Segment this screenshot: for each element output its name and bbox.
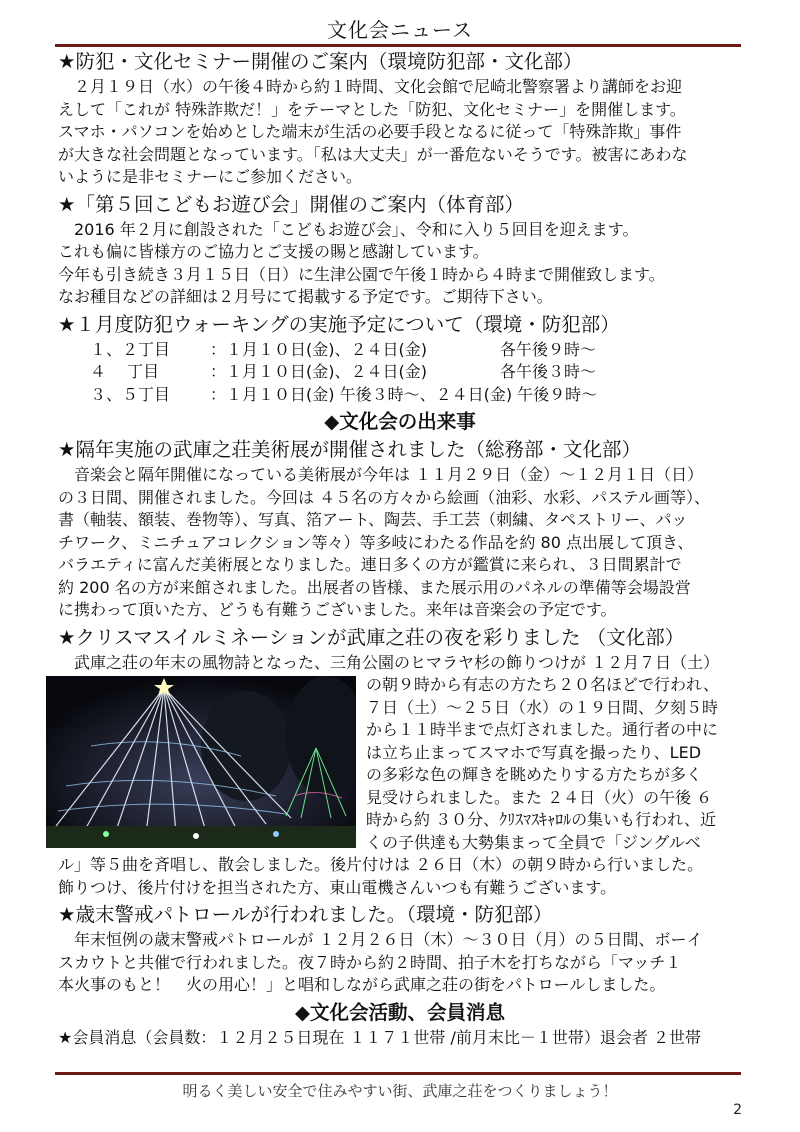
footer-rule	[55, 1072, 741, 1075]
body-line: に携わって頂いた方、どうも有難うございました。来年は音楽会の予定です。	[58, 600, 617, 619]
body-line: ル」等５曲を斉唱し、散会しました。後片付けは ２６日（木）の朝９時から行いました。	[58, 855, 704, 874]
section-heading: ★１月度防犯ウォーキングの実施予定について（環境・防犯部）	[58, 312, 620, 336]
page-number: 2	[733, 1102, 742, 1118]
schedule-time: 各午後９時～	[500, 339, 597, 359]
section-body	[58, 219, 742, 309]
walking-schedule	[58, 339, 742, 407]
body-line: いように是非セミナーにご参加ください。	[58, 167, 363, 186]
page-title: 文化会ニュース	[327, 18, 473, 42]
section-art-exhibition	[58, 436, 742, 622]
body-line: は立ち止まってスマホで写真を撮ったり、LED	[366, 742, 702, 762]
body-line: 武庫之荘の年末の風物詩となった、三角公園のヒマラヤ杉の飾りつけが １２月７日（土）	[74, 652, 720, 672]
body-line: 書（軸装、額装、巻物等）、写真、箔アート、陶芸、手工芸（刺繍、タペストリー、パッ	[58, 510, 688, 529]
section-body	[58, 464, 742, 622]
schedule-row	[58, 361, 742, 384]
body-line: チワーク、ミニチュアコレクション等々）等多岐にわたる作品を約 80 点出展して頂き、	[58, 532, 694, 552]
schedule-row	[58, 339, 742, 362]
illumination-image	[46, 676, 356, 848]
member-news: ★会員消息（会員数：１２月２５日現在 １１７１世帯 /前月末比－１世帯）退会者 ２世帯	[58, 1027, 701, 1047]
section-christmas-illumination	[58, 624, 742, 900]
body-line: くの子供達も大勢集まって全員で「ジングルベ	[366, 832, 701, 852]
section-kids-play	[58, 191, 742, 309]
body-line: が大きな社会問題となっています。「私は大丈夫」が一番危ないそうです。被害にあわな	[58, 144, 688, 164]
body-line: 音楽会と隔年開催になっている美術展が今年は １１月２９日（金）～１２月１日（日）	[74, 465, 704, 484]
body-line: えして「これが 特殊詐欺だ！」をテーマとした「防犯、文化セミナー」を開催します。	[58, 99, 686, 119]
section-heading: ★歳末警戒パトロールが行われました。（環境・防犯部）	[58, 903, 553, 926]
section-body	[58, 76, 742, 189]
schedule-dates: ：１月１０日(金)、２４日(金)	[210, 339, 427, 359]
body-line: ７日（土）～２５日（水）の１９日間、夕刻５時	[366, 697, 719, 717]
schedule-dates: ：１月１０日(金) 午後３時～、２４日(金) 午後９時～	[210, 384, 598, 404]
body-line: 時から約 ３０分、ｸﾘｽﾏｽｷｬﾛﾙの集いも行われ、近	[366, 810, 717, 829]
body-line: の朝９時から有志の方たち２０名ほどで行われ、	[366, 675, 719, 694]
section-year-end-patrol	[58, 901, 742, 997]
body-line: スマホ・パソコンを始めとした端末が生活の必要手段となるに従って「特殊詐欺」事件	[58, 122, 682, 141]
section-crime-walking	[58, 311, 742, 407]
schedule-area: １、２丁目	[90, 339, 171, 359]
events-heading: ◆文化会の出来事	[324, 410, 476, 433]
section-heading: ★隔年実施の武庫之荘美術展が開催されました（総務部・文化部）	[58, 438, 641, 461]
schedule-area: ４ 丁目	[90, 362, 160, 381]
section-heading: ★防犯・文化セミナー開催のご案内（環境防犯部・文化部）	[58, 50, 583, 73]
schedule-dates: ：１月１０日(金)、２４日(金)	[210, 362, 427, 381]
christmas-tree-photo	[46, 676, 356, 848]
body-line: ２月１９日（水）の午後４時から約１時間、文化会館で尼崎北警察署より講師をお迎	[74, 77, 683, 96]
body-line: 年末恒例の歳末警戒パトロールが １２月２６日（木）～３０日（月）の５日間、ボーイ	[74, 930, 703, 949]
section-heading: ★クリスマスイルミネーションが武庫之荘の夜を彩りました （文化部）	[58, 625, 685, 649]
body-line: 見受けられました。また ２４日（火）の午後 ６	[366, 787, 713, 807]
footer-slogan: 明るく美しい安全で住みやすい街、武庫之荘をつくりましょう！	[182, 1082, 618, 1100]
section-body	[58, 652, 742, 900]
schedule-time: 各午後３時～	[500, 362, 597, 381]
body-line: スカウトと共催で行われました。夜７時から約２時間、拍子木を打ちながら「マッチ１	[58, 952, 682, 972]
body-line: 2016 年２月に創設された「こどもお遊び会」、令和に入り５回目を迎えます。	[74, 219, 639, 239]
schedule-area: ３、５丁目	[90, 384, 171, 404]
section-body	[58, 929, 742, 997]
body-line: から１１時半まで点灯されました。通行者の中に	[366, 720, 719, 739]
section-heading: ★「第５回こどもお遊び会」開催のご案内（体育部）	[58, 192, 524, 216]
body-line: これも偏に皆様方のご協力とご支援の賜と感謝しています。	[58, 242, 489, 261]
body-line: 約 200 名の方が来館されました。出展者の皆様、また展示用のパネルの準備等会場設営	[58, 577, 691, 597]
body-line: 飾りつけ、後片付けを担当された方、東山電機さんいつも有難うございます。	[58, 877, 617, 897]
body-line: 今年も引き続き３月１５日（日）に生津公園で午後１時から４時まで開催致します。	[58, 264, 665, 284]
body-line: の多彩な色の輝きを眺めたりする方たちが多く	[366, 765, 703, 784]
section-crime-seminar	[58, 48, 742, 189]
header-rule	[55, 44, 741, 47]
activities-heading: ◆文化会活動、会員消息	[295, 1000, 505, 1024]
body-line: の３日間、開催されました。今回は ４５名の方々から絵画（油彩、水彩、パステル画等）、	[58, 487, 710, 507]
main-content	[58, 48, 742, 1049]
body-line: なお種目などの詳細は２月号にて掲載する予定です。ご期待下さい。	[58, 287, 553, 306]
body-line: 本火事のもと！ 火の用心！」と唱和しながら武庫之荘の街をパトロールしました。	[58, 975, 666, 994]
body-line: バラエティに富んだ美術展となりました。連日多くの方が鑑賞に来られ、３日間累計で	[58, 555, 682, 574]
schedule-row	[58, 384, 742, 407]
